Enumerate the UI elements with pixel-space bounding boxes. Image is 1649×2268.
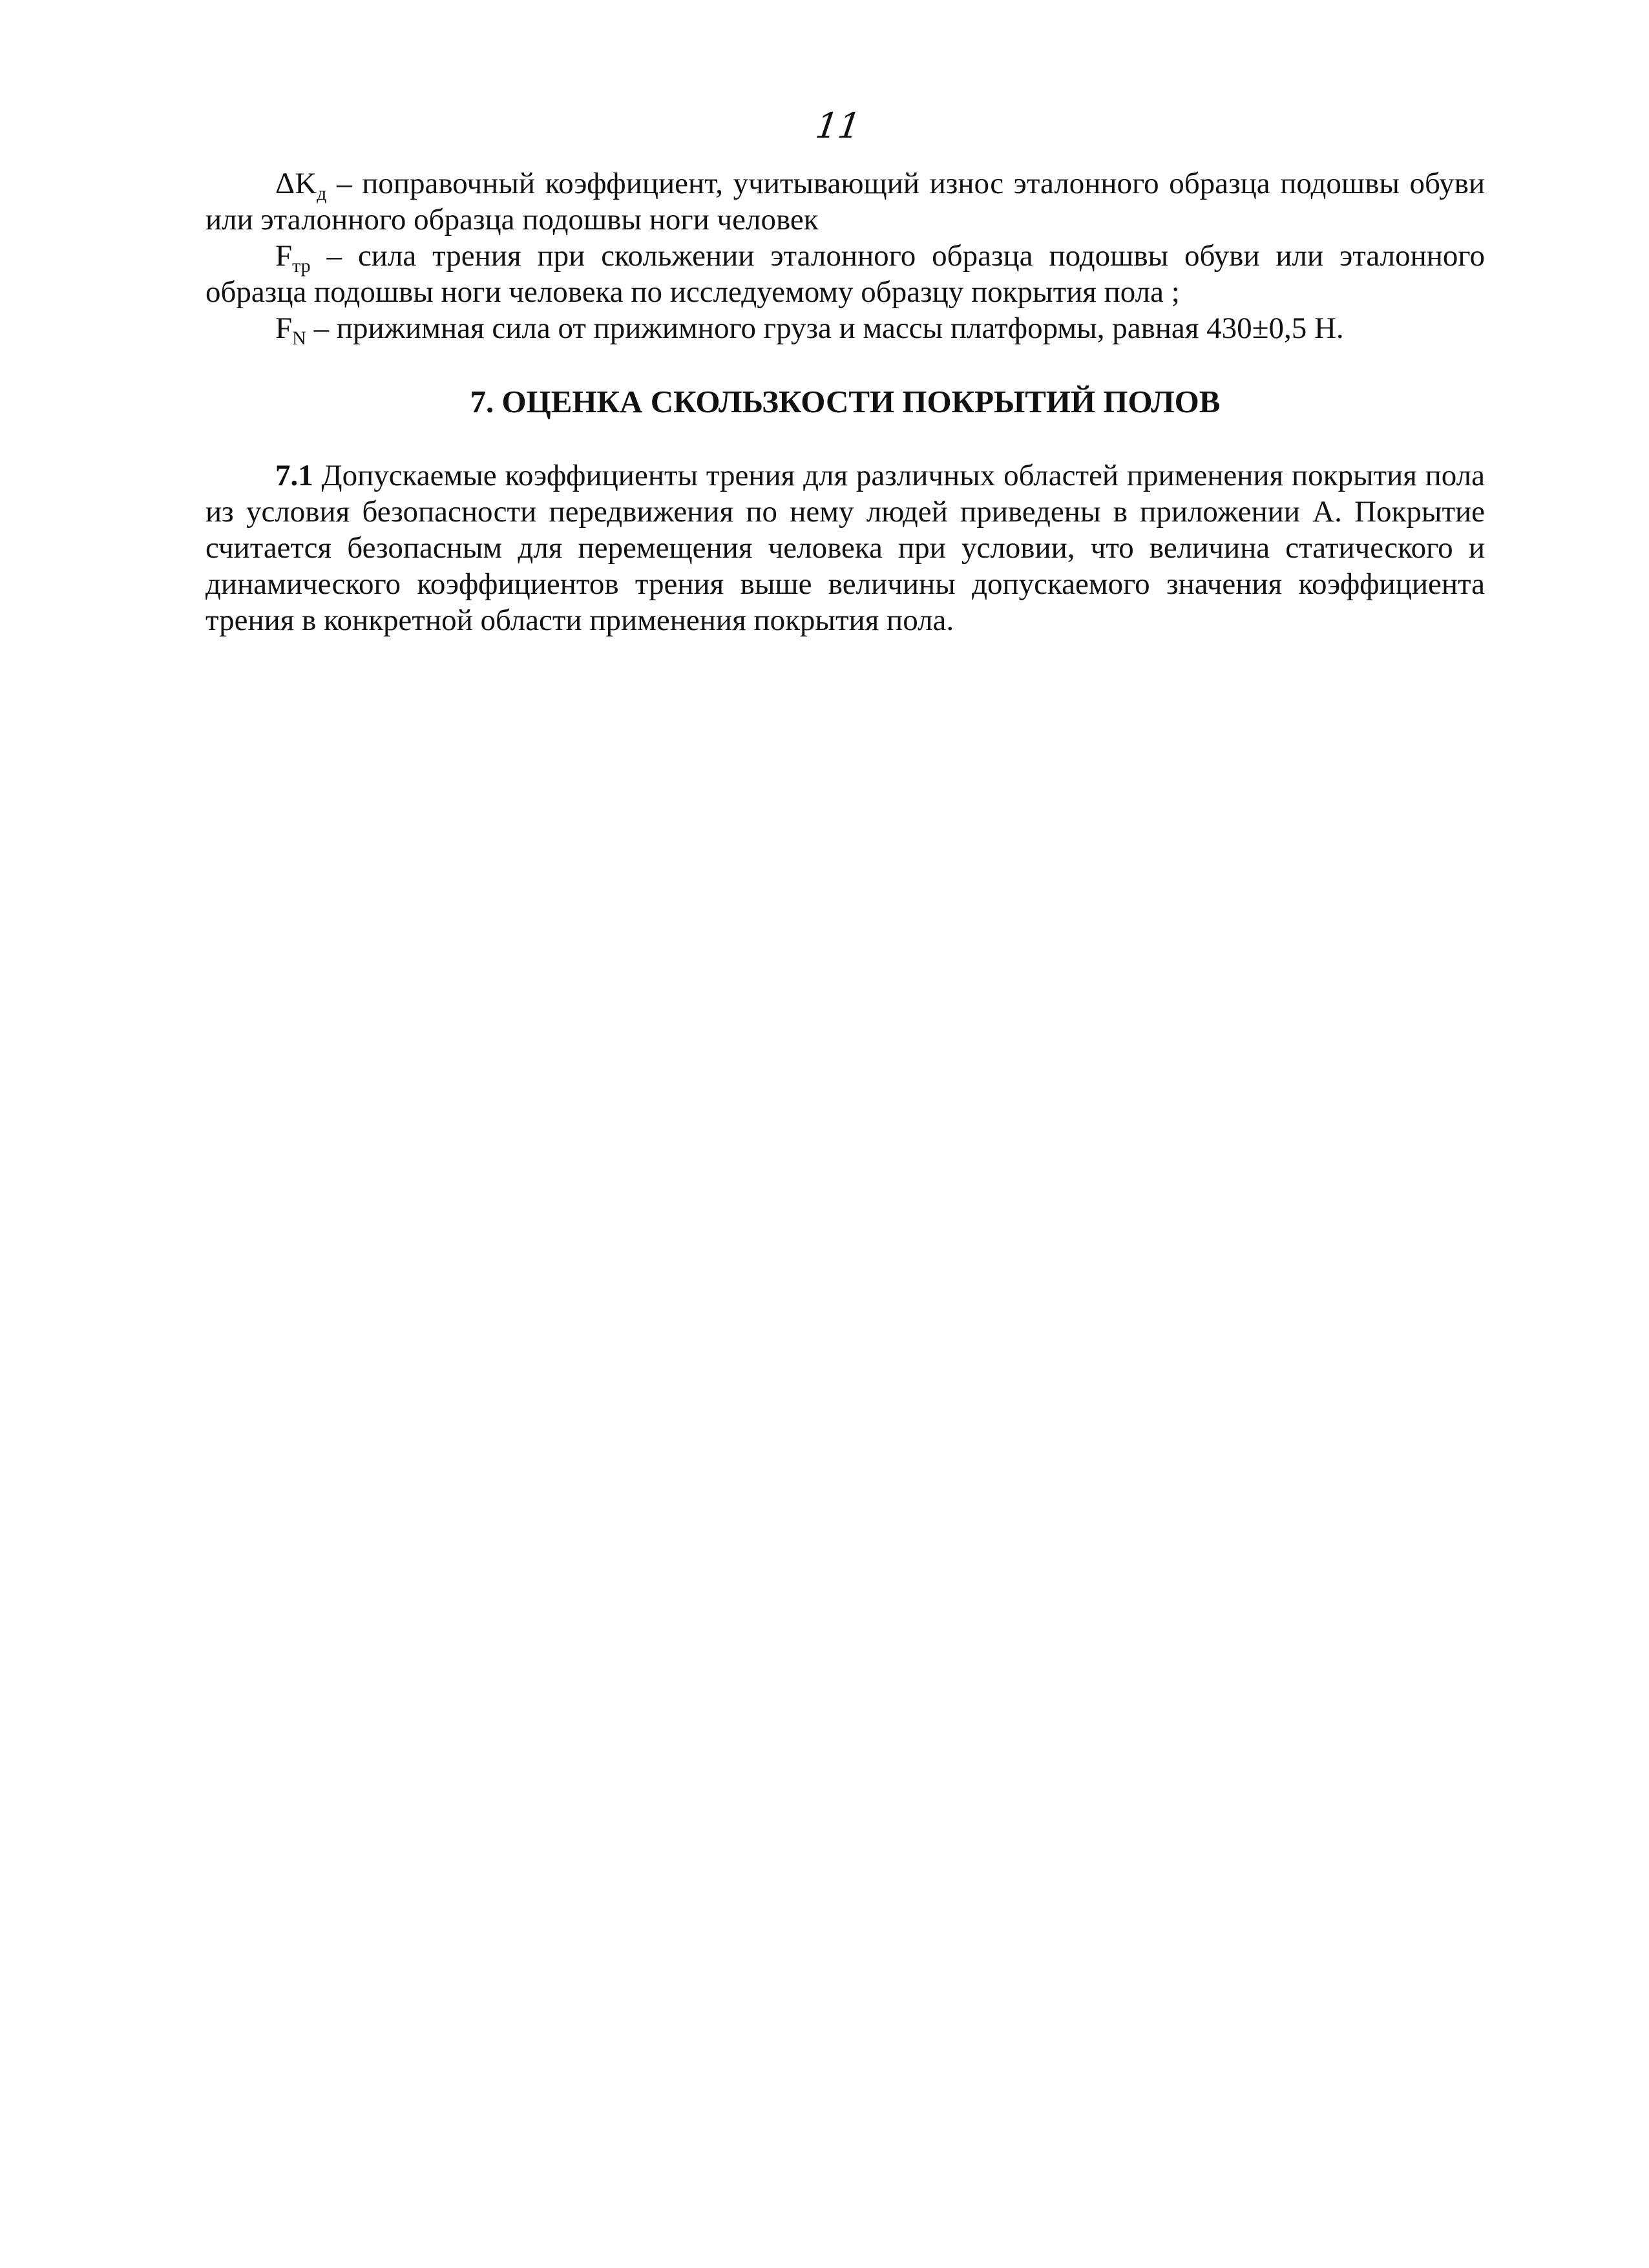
clause-7-1 bbox=[205, 457, 1485, 638]
definition-text: – прижимная сила от прижимного груза и массы платформы, равная 430±0,5 Н. bbox=[306, 311, 1344, 345]
clause-number: 7.1 bbox=[275, 459, 313, 492]
definition-symbol: ΔK bbox=[275, 167, 317, 200]
definition-text: – поправочный коэффициент, учитывающий износ эталонного образца подошвы обуви или эталонного образца подошвы ноги человек bbox=[205, 167, 1485, 236]
page-number: 11 bbox=[813, 105, 863, 146]
definition-subscript: N bbox=[292, 328, 306, 349]
definition-subscript: тр bbox=[292, 255, 311, 277]
definition-delta-k bbox=[205, 165, 1485, 238]
definition-symbol: F bbox=[275, 239, 293, 273]
definition-subscript: д bbox=[317, 183, 327, 204]
document-body bbox=[205, 165, 1485, 638]
definition-text: – сила трения при скольжении эталонного образца подошвы обуви или эталонного образца подошвы ноги человека по исследуемому образцу покрытия пола ; bbox=[205, 239, 1485, 309]
clause-text: Допускаемые коэффициенты трения для различных областей применения покрытия пола из условия безопасности передвижения по нему людей приведены в приложении А. Покрытие считается безопасным для перемещения человека при условии, что величина статического и динамического коэффициентов трения выше величины допускаемого значения коэффициента трения в конкретной области применения покрытия пола. bbox=[205, 459, 1485, 637]
definition-symbol: F bbox=[275, 311, 293, 345]
section-heading: 7. ОЦЕНКА СКОЛЬЗКОСТИ ПОКРЫТИЙ ПОЛОВ bbox=[470, 384, 1221, 419]
definition-friction-force bbox=[205, 238, 1485, 310]
definition-normal-force bbox=[205, 310, 1485, 349]
